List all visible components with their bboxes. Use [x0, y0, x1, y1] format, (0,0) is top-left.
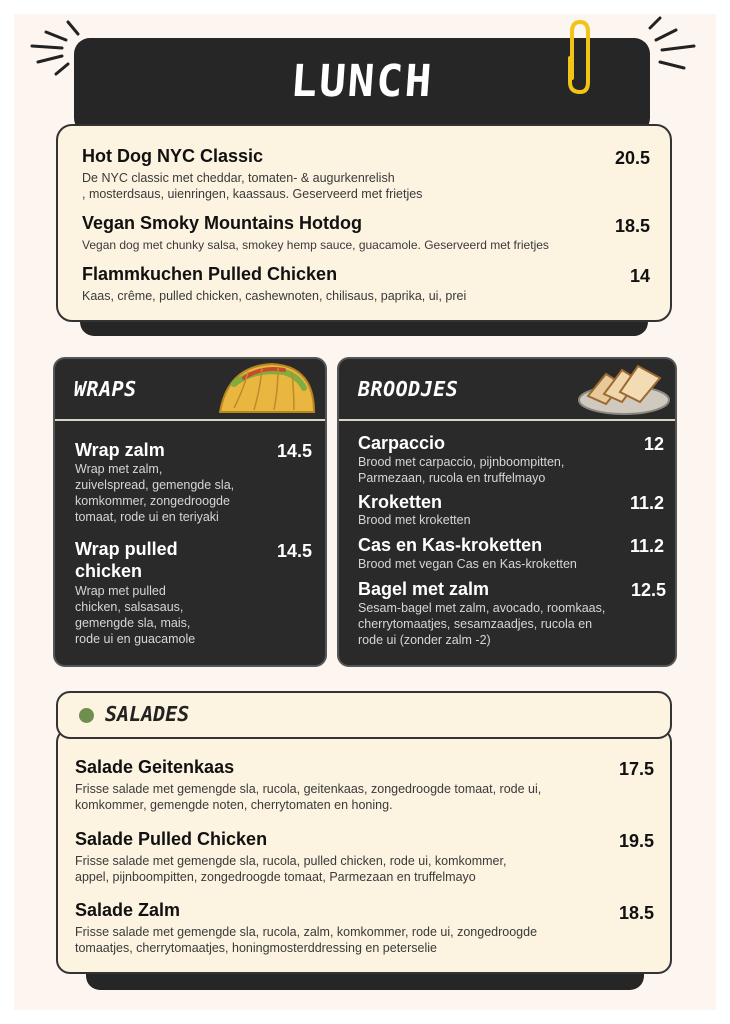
green-dot-icon [79, 708, 94, 723]
menu-item-name: Wrap zalm [75, 440, 165, 460]
menu-item-price: 11.2 [629, 493, 664, 513]
menu-item-price: 14.5 [276, 441, 312, 461]
bread-plate-icon [576, 360, 672, 418]
menu-item-description: Brood met kroketten [358, 513, 471, 527]
menu-item-description: tomaat, rode ui en teriyaki [75, 510, 219, 524]
menu-item-description: De NYC classic met cheddar, tomaten- & augurkenrelish [82, 171, 395, 185]
menu-item-name: Bagel met zalm [358, 579, 490, 599]
menu-item-description: komkommer, zongedroogde [75, 494, 230, 508]
menu-item-description: Wrap met pulled [75, 584, 166, 598]
broodjes-title: BROODJES [358, 377, 459, 401]
menu-item-description: Frisse salade met gemengde sla, rucola, geitenkaas, zongedroogde tomaat, rode ui, [75, 782, 542, 796]
menu-item-description: tomaatjes, cherrytomaatjes, honingmosterddressing en peterselie [75, 941, 437, 955]
menu-item-name: Flammkuchen Pulled Chicken [82, 264, 338, 284]
menu-item-name: Salade Geitenkaas [75, 757, 235, 777]
menu-item-description: rode ui (zonder zalm -2) [358, 633, 491, 647]
menu-item-description: gemengde sla, mais, [75, 616, 191, 630]
menu-item-name: Salade Zalm [75, 900, 181, 920]
taco-icon [214, 358, 318, 420]
menu-item-description: Wrap met zalm, [75, 462, 163, 476]
wraps-divider [55, 419, 325, 421]
menu-item-description: Brood met carpaccio, pijnboompitten, [358, 455, 565, 469]
menu-item-price: 20.5 [614, 148, 650, 168]
wraps-title: WRAPS [74, 377, 137, 401]
menu-item-price: 17.5 [618, 759, 654, 779]
menu-item-name: Cas en Kas-kroketten [358, 535, 543, 555]
menu-item-price: 12.5 [630, 580, 666, 600]
menu-item-description: zuivelspread, gemengde sla, [75, 478, 235, 492]
menu-item-price: 11.2 [629, 536, 664, 556]
menu-item-name: chicken [75, 561, 143, 581]
menu-item-description: cherrytomaatjes, sesamzaadjes, rucola en [358, 617, 593, 631]
menu-item-name: Carpaccio [358, 433, 446, 453]
menu-item-description: chicken, salsasaus, [75, 600, 184, 614]
menu-item-description: Parmezaan, rucola en truffelmayo [358, 471, 546, 485]
menu-item-description: , mosterdsaus, uienringen, kaassaus. Geserveerd met frietjes [82, 187, 423, 201]
menu-item-description: appel, pijnboompitten, zongedroogde tomaat, Parmezaan en truffelmayo [75, 870, 476, 884]
menu-item-name: Hot Dog NYC Classic [82, 146, 264, 166]
menu-item-description: Kaas, crême, pulled chicken, cashewnoten, chilisaus, paprika, ui, prei [82, 289, 467, 303]
menu-item-name: Kroketten [358, 492, 443, 512]
menu-item-description: rode ui en guacamole [75, 632, 196, 646]
menu-item-name: Vegan Smoky Mountains Hotdog [82, 213, 363, 233]
menu-item-name: Wrap pulled [75, 539, 178, 559]
menu-item-description: Frisse salade met gemengde sla, rucola, pulled chicken, rode ui, komkommer, [75, 854, 507, 868]
menu-item-price: 12 [643, 434, 664, 454]
menu-item-price: 14 [629, 266, 650, 286]
menu-item-price: 19.5 [618, 831, 654, 851]
menu-item-description: Sesam-bagel met zalm, avocado, roomkaas, [358, 601, 606, 615]
menu-item-name: Salade Pulled Chicken [75, 829, 268, 849]
menu-item-price: 14.5 [276, 541, 312, 561]
menu-item-description: Frisse salade met gemengde sla, rucola, zalm, komkommer, rode ui, zongedroogde [75, 925, 538, 939]
menu-item-description: komkommer, gemengde noten, cherrytomaten en honing. [75, 798, 393, 812]
broodjes-divider [339, 419, 675, 421]
lunch-title: LUNCH [288, 56, 436, 107]
paperclip-icon [560, 18, 600, 96]
menu-item-description: Vegan dog met chunky salsa, smokey hemp sauce, guacamole. Geserveerd met frietjes [82, 238, 549, 252]
menu-item-price: 18.5 [618, 903, 654, 923]
menu-item-price: 18.5 [614, 216, 650, 236]
menu-item-description: Brood met vegan Cas en Kas-kroketten [358, 557, 577, 571]
salades-title: SALADES [105, 702, 190, 726]
